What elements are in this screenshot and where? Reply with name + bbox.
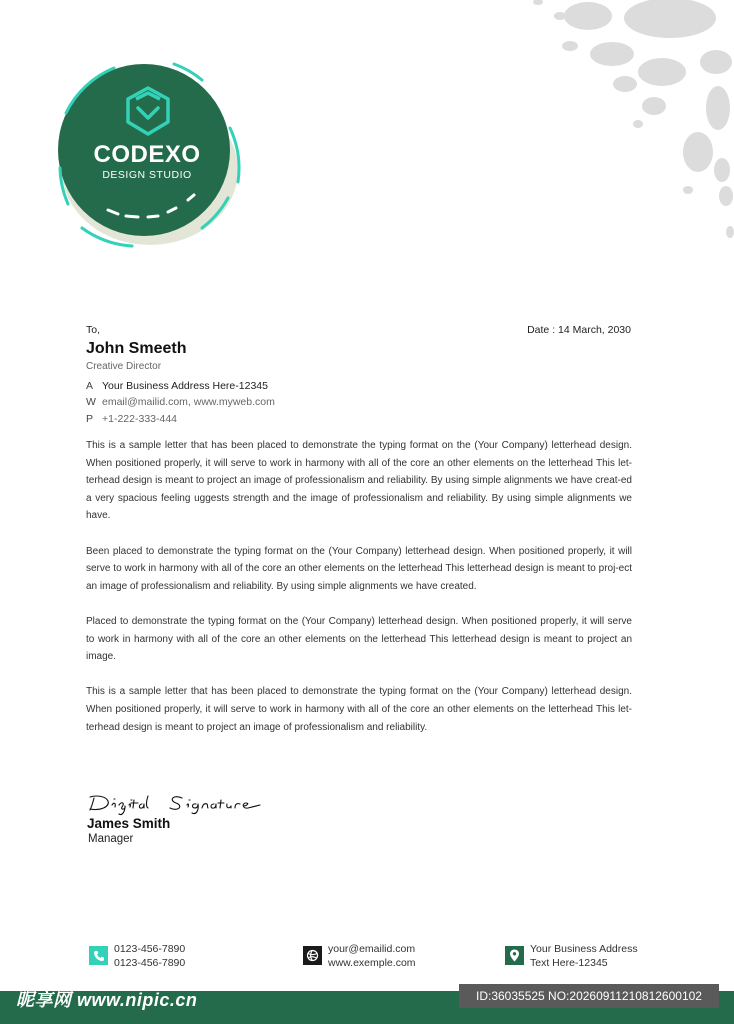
footer-phone-1: 0123-456-7890 (114, 943, 186, 955)
signatory-name: James Smith (87, 816, 171, 831)
footer-address-2: Text Here-12345 (530, 957, 608, 969)
contact-phone (86, 413, 177, 425)
location-pin-icon (505, 946, 524, 965)
address-key: A (86, 380, 94, 392)
web-key: W (86, 396, 96, 408)
letter-body (86, 437, 632, 754)
body-paragraph: Placed to demonstrate the typing format on the (Your Company) letterhead design. When positioned properly, it will serve to work in harmony with all of the core an other elements on the letterhead This letterhead design is meant to project an image. (86, 615, 632, 663)
globe-icon (303, 946, 322, 965)
phone-value: +1-222-333-444 (102, 413, 178, 425)
web-value: email@mailid.com, www.myweb.com (102, 396, 275, 408)
letter-date: Date : 14 March, 2030 (527, 324, 631, 336)
watermark-site: 昵享网 www.nipic.cn (16, 990, 198, 1010)
phone-icon (89, 946, 108, 965)
signatory-role: Manager (88, 833, 134, 845)
company-logo (52, 58, 248, 254)
logo-name: CODEXO (93, 141, 201, 168)
body-paragraph: This is a sample letter that has been placed to demonstrate the typing format on the (Your Company) letterhead design. When positioned properly, it will serve to work in harmony with all of the core an other elements on the letterhead This let-terhead design is meant to project an image of professionalism and reliability. (86, 686, 632, 733)
body-paragraph: Been placed to demonstrate the typing format on the (Your Company) letterhead design. When positioned properly, it will serve to work in harmony with all of the core an other elements on the letterhead This letterhead design is meant to proj-ect an image of professionalism and reliability. By using simple alignments we have created. (86, 545, 632, 592)
contact-web (86, 396, 275, 408)
footer-email: your@emailid.com (328, 943, 416, 955)
handwritten-signature (86, 792, 262, 816)
footer-phone-2: 0123-456-7890 (114, 957, 186, 969)
logo-subtitle: DESIGN STUDIO (102, 169, 192, 181)
footer-address-1: Your Business Address (530, 943, 638, 955)
recipient-role: Creative Director (86, 361, 162, 372)
body-paragraph: This is a sample letter that has been placed to demonstrate the typing format on the (Your Company) letterhead design. When positioned properly, it will serve to work in harmony with all of the core an other elements on the letterhead This let-terhead design is meant to project an image of professionalism and reliability. By using simple alignments we have creat-ed a very spacious feeling uggests strength and the image of professionalism and reliability. By using simple alignments we have. (86, 440, 632, 522)
contact-address (86, 380, 268, 392)
address-value: Your Business Address Here-12345 (102, 380, 268, 392)
phone-key: P (86, 413, 94, 425)
to-label: To, (86, 324, 101, 336)
watermark-id: ID:36035525 NO:20260911210812600102 (459, 984, 719, 1008)
decorative-blobs (530, 0, 734, 245)
footer-website: www.exemple.com (328, 957, 416, 969)
recipient-name: John Smeeth (86, 340, 187, 357)
